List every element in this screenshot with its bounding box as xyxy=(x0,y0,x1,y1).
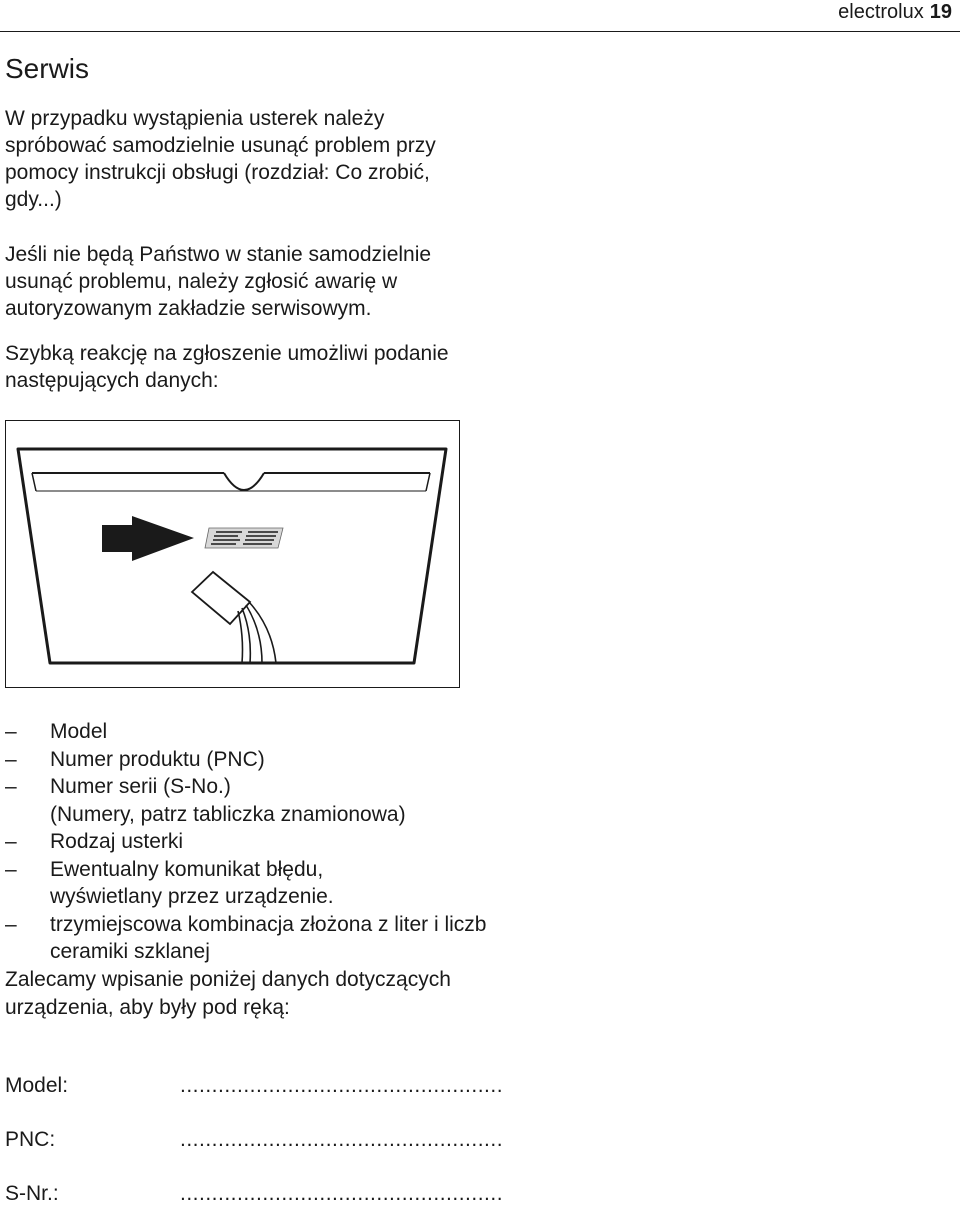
intro-paragraph: W przypadku wystąpienia usterek należy spróbować samodzielnie usunąć problem przy pomocy instrukcji obsługi (rozdział: Co zrobić, gdy...) xyxy=(5,107,436,211)
list-item-text: trzymiejscowa kombinacja złożona z liter i liczb ceramiki szklanej xyxy=(50,912,487,963)
page-header xyxy=(838,0,952,24)
list-dash: – xyxy=(5,912,17,936)
list-dash: – xyxy=(5,747,17,771)
serial-number-value-line: ................................................... xyxy=(180,1182,504,1205)
page-number: 19 xyxy=(929,1,952,23)
service-paragraph: Jeśli nie będą Państwo w stanie samodzielnie usunąć problemu, należy zgłosić awarię w autoryzowanym zakładzie serwisowym. xyxy=(5,243,432,320)
appliance-notch xyxy=(224,473,264,490)
list-dash: – xyxy=(5,857,17,881)
list-item-text: (Numery, patrz tabliczka znamionowa) xyxy=(50,802,406,826)
list-item xyxy=(5,746,545,774)
list-item xyxy=(5,856,415,911)
appliance-drawing xyxy=(6,421,458,686)
list-dash: – xyxy=(5,775,17,798)
list-item-text: Rodzaj usterki xyxy=(50,830,184,853)
list-item xyxy=(5,718,545,746)
rating-plate-illustration xyxy=(5,420,460,688)
list-item-text: Numer serii (S-No.) xyxy=(50,775,231,798)
pnc-value-line: ................................................... xyxy=(180,1128,504,1151)
model-label: Model: xyxy=(5,1074,69,1097)
list-item-text: Ewentualny komunikat błędu, wyświetlany przez urządzenie. xyxy=(50,857,334,908)
data-request-paragraph: Szybką reakcję na zgłoszenie umożliwi podanie następujących danych: xyxy=(5,342,449,392)
list-dash: – xyxy=(5,830,17,853)
serial-number-label: S-Nr.: xyxy=(5,1182,59,1205)
rating-plate xyxy=(205,528,283,548)
section-title: Serwis xyxy=(5,53,90,84)
list-item xyxy=(5,828,545,856)
pnc-label: PNC: xyxy=(5,1128,56,1151)
list-item-text: Numer produktu (PNC) xyxy=(50,747,265,771)
arrow-icon xyxy=(102,516,194,561)
header-rule xyxy=(0,31,960,32)
list-item xyxy=(5,773,545,801)
recommendation-paragraph: Zalecamy wpisanie poniżej danych dotyczących urządzenia, aby były pod ręką: xyxy=(5,968,451,1019)
cable-tag xyxy=(192,572,250,624)
list-item-text: Model xyxy=(50,720,108,743)
list-item-note xyxy=(5,801,545,829)
model-value-line: ................................................... xyxy=(180,1074,504,1097)
required-data-list xyxy=(5,718,545,966)
cables xyxy=(238,602,276,663)
list-item xyxy=(5,911,518,966)
list-dash: – xyxy=(5,720,17,743)
brand-name: electrolux xyxy=(838,1,924,23)
